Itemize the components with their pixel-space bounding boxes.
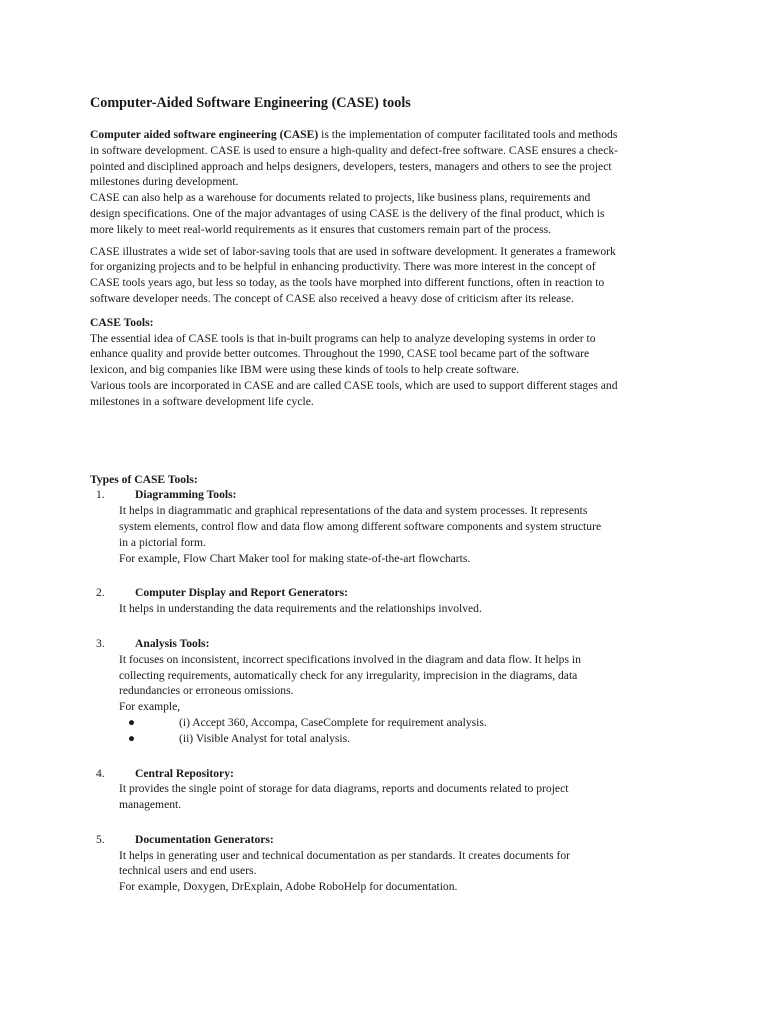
intro-paragraph-2 (90, 190, 698, 237)
intro-p3-line-2: for organizing projects and to be helpful in enhancing productivity. There was more interest in the concept of (90, 260, 596, 274)
list-item (90, 731, 698, 747)
type-item-title-text: Central Repository: (135, 766, 234, 780)
type-item-body (90, 503, 698, 566)
type-item-body (90, 601, 698, 617)
intro-p3-line-1: CASE illustrates a wide set of labor-saving tools that are used in software development. It generates a framework (90, 244, 616, 258)
spacer (90, 566, 698, 585)
type-item-documentation-generators (90, 832, 698, 895)
type-item-line: It focuses on inconsistent, incorrect specifications involved in the diagram and data flow. It helps in (119, 652, 581, 666)
type-item-title-text: Diagramming Tools: (135, 488, 237, 502)
type-item-line: For example, (119, 700, 181, 714)
type-item-title-text: Computer Display and Report Generators: (135, 586, 348, 600)
intro-p3-line-4: software developer needs. The concept of CASE also received a heavy dose of criticism after its release. (90, 291, 574, 305)
type-item-body (90, 781, 698, 813)
case-tools-heading: CASE Tools: (90, 315, 154, 329)
type-item-analysis (90, 636, 698, 747)
type-item-line: For example, Flow Chart Maker tool for making state-of-the-art flowcharts. (119, 551, 471, 565)
type-item-line: It helps in understanding the data requirements and the relationships involved. (119, 602, 482, 616)
type-item-line: management. (119, 798, 182, 812)
type-item-line: It helps in generating user and technical documentation as per standards. It creates documents for (119, 848, 571, 862)
bullet-text: (i) Accept 360, Accompa, CaseComplete for requirement analysis. (179, 715, 487, 729)
intro-lead-bold: Computer aided software engineering (CASE) (90, 128, 319, 141)
intro-p2-line-1: CASE can also help as a warehouse for documents related to projects, like business plans, requirements and (90, 191, 591, 205)
type-item-body (90, 848, 698, 895)
type-item-number: 5. (96, 832, 105, 846)
case-tools-paragraph-2 (90, 378, 698, 410)
intro-line-4: milestones during development. (90, 175, 239, 189)
type-item-line: It provides the single point of storage for data diagrams, reports and documents related to project (119, 782, 569, 796)
intro-paragraph-1 (90, 127, 698, 190)
case-tools-p2-line-2: milestones in a software development life cycle. (90, 394, 314, 408)
type-item-number: 2. (96, 586, 105, 600)
type-item-line: For example, Doxygen, DrExplain, Adobe RoboHelp for documentation. (119, 880, 458, 894)
type-item-line: It helps in diagrammatic and graphical representations of the data and system processes. It represents (119, 504, 588, 518)
type-item-diagramming (90, 487, 698, 566)
case-tools-p2-line-1: Various tools are incorporated in CASE and are called CASE tools, which are used to support different stages and (90, 378, 618, 392)
type-item-title-text: Documentation Generators: (135, 832, 274, 846)
type-item-title (90, 832, 698, 848)
case-tools-p1-line-2: enhance quality and provide better outcomes. Throughout the 1990, CASE tool became part of the software (90, 347, 590, 361)
spacer (90, 617, 698, 636)
type-item-line: system elements, control flow and data flow among different software components and system structure (119, 519, 602, 533)
type-item-number: 1. (96, 488, 105, 502)
case-tools-p1-line-3: lexicon, and big companies like IBM were using these kinds of tools to help create software. (90, 363, 520, 377)
case-tools-p1-line-1: The essential idea of CASE tools is that in-built programs can help to analyze developing systems in order to (90, 331, 596, 345)
type-item-line: redundancies or erroneous omissions. (119, 684, 294, 698)
intro-lead-rest: is the implementation of computer facilitated tools and methods (318, 128, 618, 141)
types-heading: Types of CASE Tools: (90, 472, 198, 486)
type-item-number: 4. (96, 766, 105, 780)
spacer (90, 307, 698, 315)
page-title: Computer-Aided Software Engineering (CASE) tools (90, 95, 411, 111)
type-item-line: technical users and end users. (119, 864, 257, 878)
type-item-title (90, 766, 698, 782)
type-item-number: 3. (96, 636, 105, 650)
intro-p2-line-2: design specifications. One of the major advantages of using CASE is the delivery of the final product, which is (90, 206, 605, 220)
spacer (90, 747, 698, 766)
type-item-title (90, 487, 698, 503)
type-item-line: in a pictorial form. (119, 535, 206, 549)
spacer (90, 410, 698, 472)
type-item-display-report (90, 585, 698, 617)
intro-line-2: in software development. CASE is used to ensure a high-quality and defect-free software. CASE ensures a check- (90, 143, 618, 157)
type-item-central-repository (90, 766, 698, 813)
spacer (90, 813, 698, 832)
bullet-text: (ii) Visible Analyst for total analysis. (179, 731, 351, 745)
intro-line-3: pointed and disciplined approach and helps designers, developers, testers, managers and others to see the project (90, 159, 612, 173)
type-item-body (90, 652, 698, 715)
intro-p2-line-3: more likely to meet real-world requirements as it ensures that customers remain part of the process. (90, 222, 552, 236)
type-item-title-text: Analysis Tools: (135, 636, 210, 650)
type-item-title (90, 636, 698, 652)
type-item-title (90, 585, 698, 601)
bullet-icon: ● (128, 731, 136, 745)
list-item (90, 715, 698, 731)
intro-p3-line-3: CASE tools years ago, but less so today, as the tools have morphed into different functions, often in reaction to (90, 276, 605, 290)
intro-paragraph-3 (90, 244, 698, 307)
intro-line-1 (90, 127, 698, 143)
bullet-icon: ● (128, 715, 136, 729)
type-item-line: collecting requirements, automatically check for any irregularity, imprecision in the diagrams, data (119, 668, 578, 682)
case-tools-paragraph-1 (90, 331, 698, 378)
